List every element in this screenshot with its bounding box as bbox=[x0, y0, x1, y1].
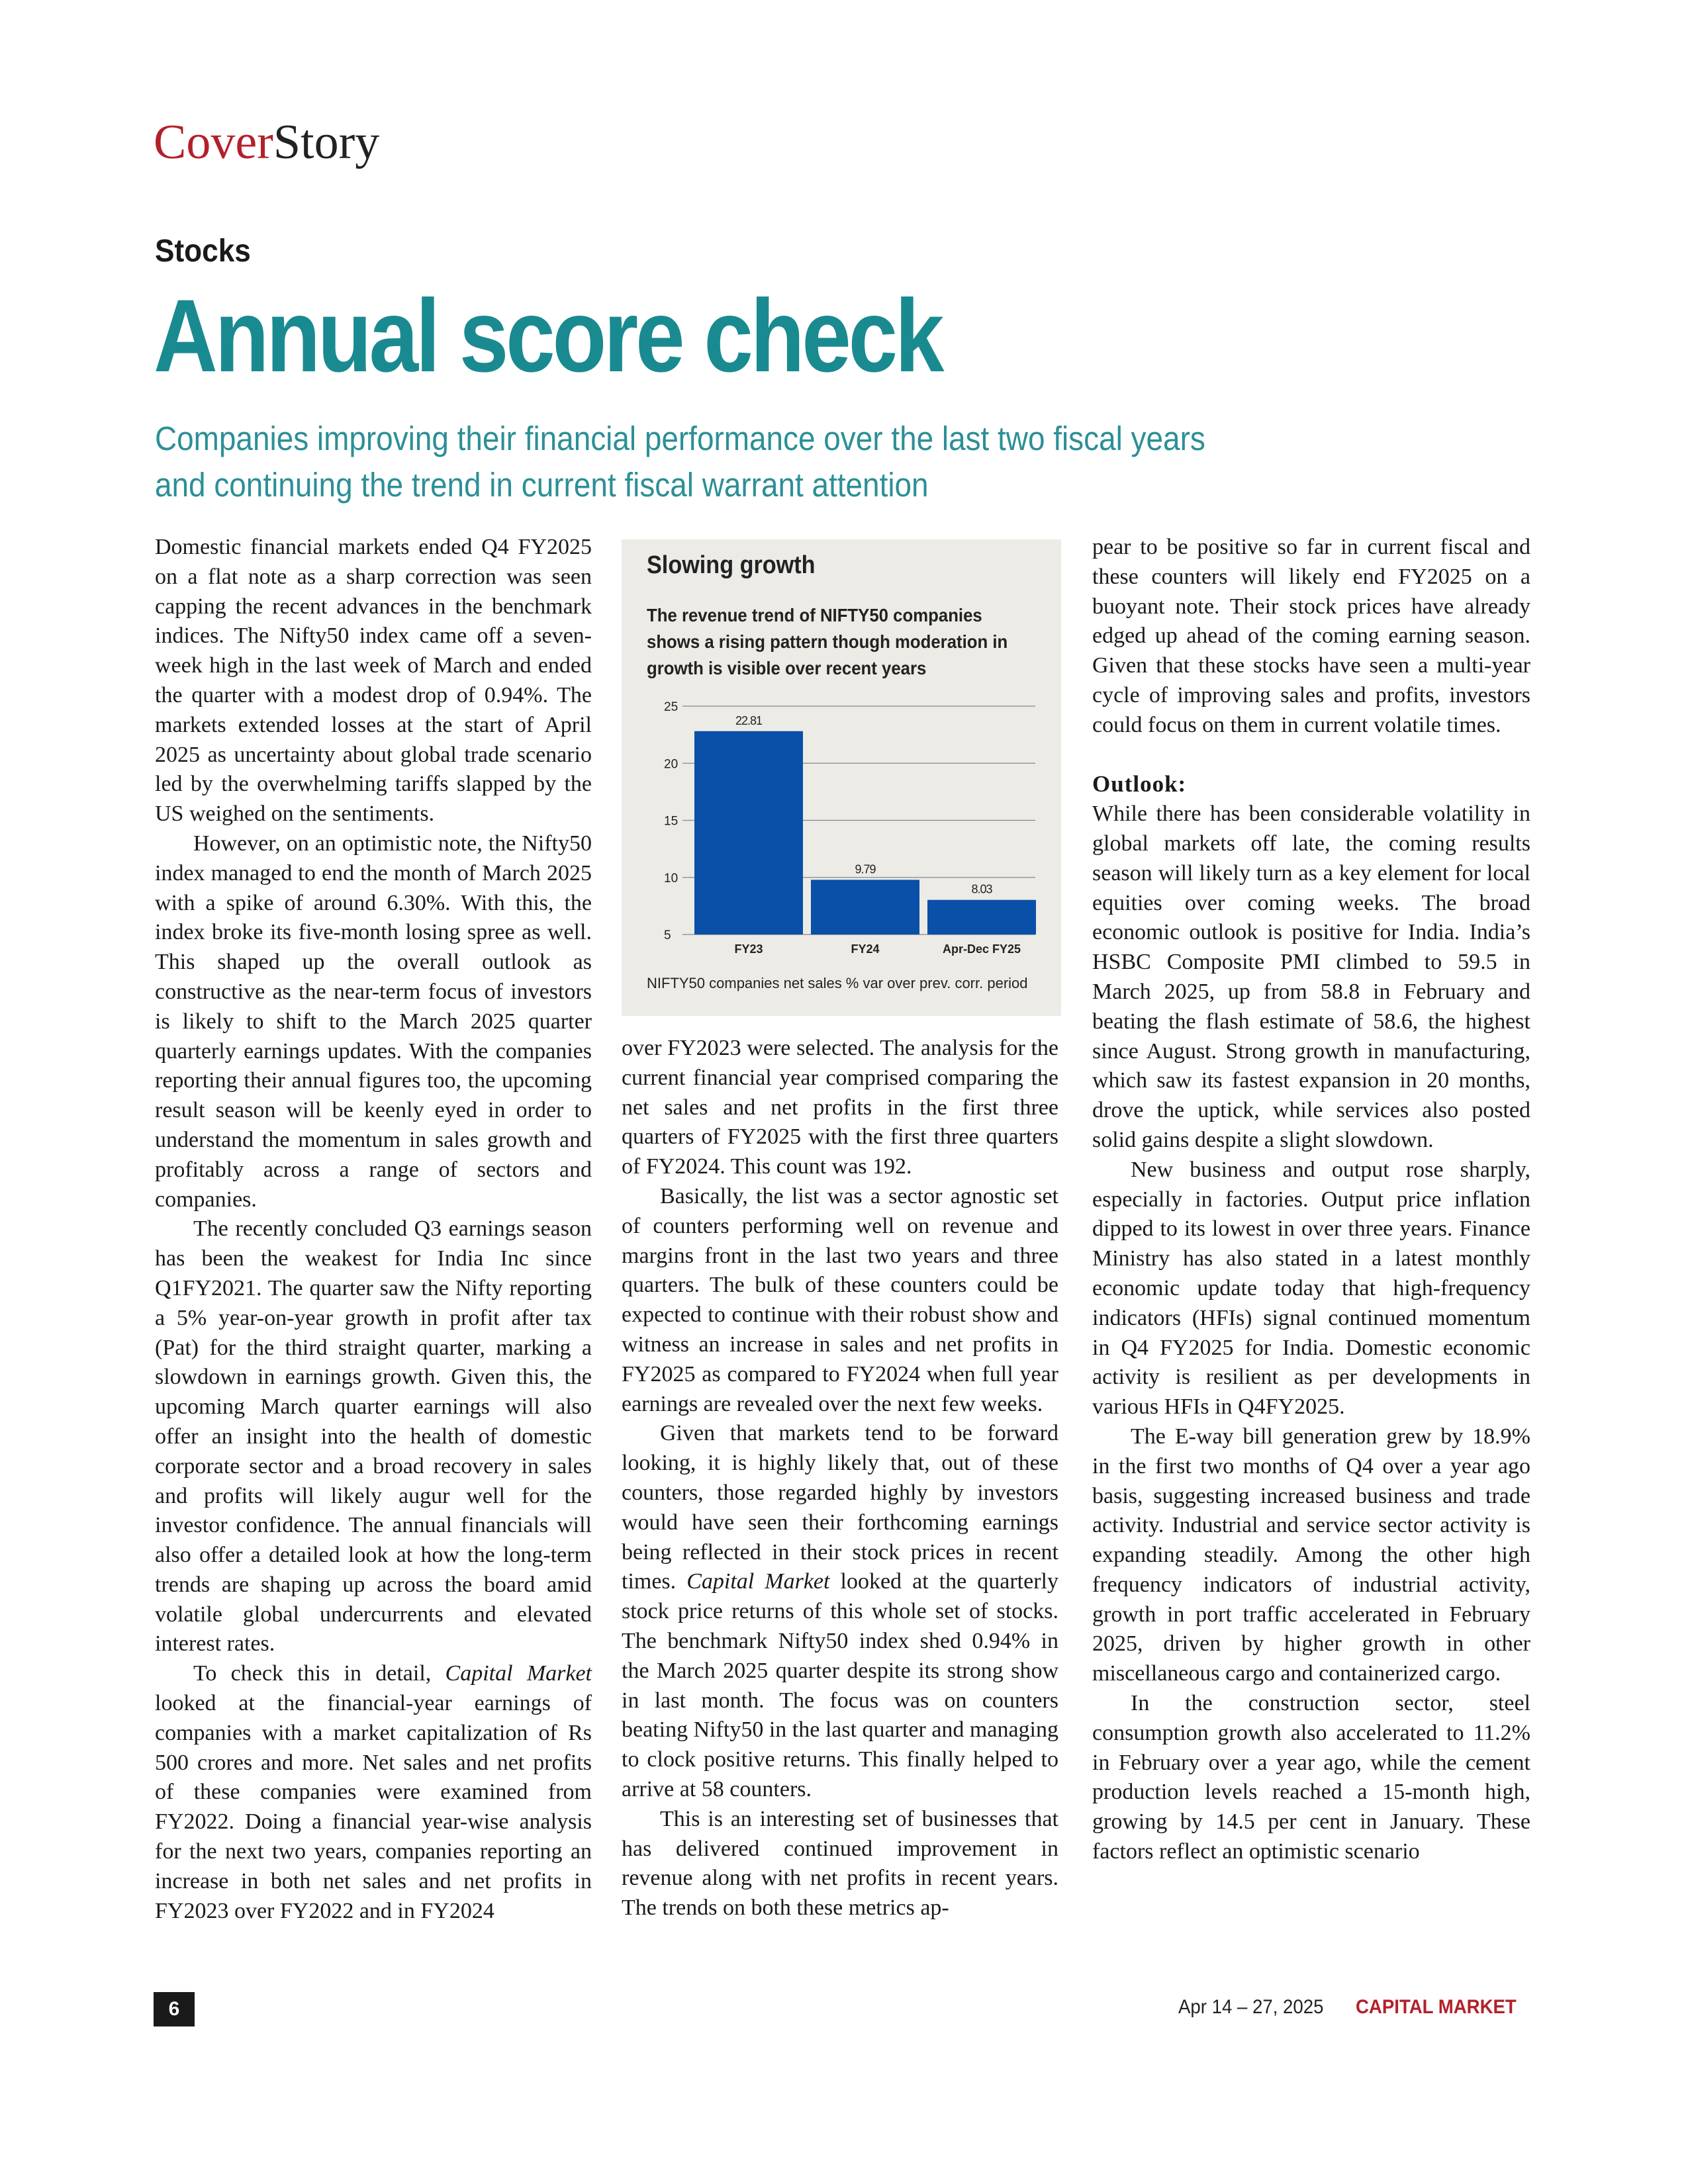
bar bbox=[694, 731, 803, 934]
bar-value-label: 8.03 bbox=[971, 882, 992, 896]
y-tick-label: 20 bbox=[664, 757, 679, 772]
col1-paragraph-3: The recently concluded Q3 earnings season has been the weakest for India Inc since Q1FY2021. The quarter saw the Nifty reporting a 5% year-on-year growth in profit after tax (Pat) for the third straight quarter, marking a slowdown in earnings growth. Given this, the upcoming March quarter earnings will also offer an insight into the health of domestic corporate sector and a broad recovery in sales and profits will likely augur well for the investor confidence. The annual financials will also offer a detailed look at how the long-term trends are shaping up across the board amid volatile global undercurrents and elevated interest rates. bbox=[155, 1216, 592, 1657]
section-title-story: Story bbox=[273, 115, 380, 169]
col2-paragraph-4: This is an interesting set of businesses that has delivered continued improvement in revenue along with net profits in recent years. The trends on both these metrics ap- bbox=[622, 1806, 1058, 1921]
col1-paragraph-2: However, on an optimistic note, the Nifty50 index managed to end the month of March 2025 with a spike of around 6.30%. With this, the index broke its five-month losing spree as well. This shaped up the overall outlook as constructive as the near-term focus of investors is likely to shift to the March 2025 quarter quarterly earnings updates. With the companies reporting their annual figures too, the upcoming result season will be keenly eyed in order to understand the momentum in sales growth and profitably across a range of sectors and companies. bbox=[155, 831, 592, 1212]
article-deck: Companies improving their financial performance over the last two fiscal years and continuing the trend in current fiscal warrant attention bbox=[155, 420, 1205, 504]
bar bbox=[927, 900, 1036, 934]
chart-title: Slowing growth bbox=[647, 551, 816, 579]
section-title bbox=[154, 115, 380, 169]
chart-box bbox=[622, 539, 1061, 1016]
col3-paragraph-3: New business and output rose sharply, especially in factories. Output price inflation dipped to its lowest in over three years. Finance Ministry has also stated in a latest monthly economic update today that high-frequency indicators (HFIs) signal continued momentum in Q4 FY2025 for India. Domestic economic activity is resilient as per developments in various HFIs in Q4FY2025. bbox=[1092, 1157, 1530, 1420]
y-tick-label: 15 bbox=[664, 814, 679, 829]
col3-paragraph-2: While there has been considerable volatility in global markets off late, the coming results season will likely turn as a key element for local equities over coming weeks. The broad economic outlook is positive for India. India’s HSBC Composite PMI climbed to 59.5 in March 2025, up from 58.8 in February and beating the flash estimate of 58.6, the highest since August. Strong growth in manufacturing, which saw its fastest expansion in 20 months, drove the uptick, while services also posted solid gains despite a slight slowdown. bbox=[1092, 801, 1530, 1152]
col2-p3-text-a: Given that markets tend to be forward looking, it is highly likely that, out of these counters, those regarded highly by investors would have seen their forthcoming earnings being reflected in their stock prices in recent times. bbox=[622, 1421, 1058, 1594]
col2-p3-text-b: looked at the quarterly stock price returns of this whole set of stocks. The benchmark Nifty50 index shed 0.94% in the March 2025 quarter despite its strong show in last month. The focus was on counters beating Nifty50 in the last quarter and managing to clock positive returns. This finally helped to arrive at 58 counters. bbox=[622, 1569, 1058, 1801]
y-tick-label: 10 bbox=[664, 871, 679, 886]
col1-p4-text-b: looked at the financial-year earnings of companies with a market capitalization of Rs 500 crores and more. Net sales and net profits of these companies were examined from FY2022. Doing a financial year-wise analysis for the next two years, companies reporting an increase in both net sales and net profits in FY2023 over FY2022 and in FY2024 bbox=[155, 1691, 592, 1923]
col2-p3-magazine-name: Capital Market bbox=[686, 1569, 830, 1594]
col3-paragraph-4: The E-way bill generation grew by 18.9% in the first two months of Q4 over a year ago basis, suggesting increased business and trade activity. Industrial and service sector activity is expanding steadily. Among the other high frequency indicators of industrial activity, growth in port traffic accelerated in February 2025, driven by higher growth in other miscellaneous cargo and containerized cargo. bbox=[1092, 1424, 1530, 1686]
col1-p4-magazine-name: Capital Market bbox=[445, 1661, 592, 1686]
chart-source-note: NIFTY50 companies net sales % var over prev. corr. period bbox=[647, 975, 1028, 991]
y-tick-label: 25 bbox=[664, 700, 679, 714]
col1-p4-text-a: To check this in detail, bbox=[193, 1661, 445, 1686]
bar-value-label: 9.79 bbox=[855, 862, 876, 876]
article-kicker: Stocks bbox=[155, 234, 251, 269]
article-column-2 bbox=[622, 1034, 1058, 1923]
article-headline: Annual score check bbox=[154, 279, 942, 394]
article-column-1 bbox=[155, 533, 592, 1926]
col1-paragraph-1: Domestic financial markets ended Q4 FY2025 on a flat note as a sharp correction was seen capping the recent advances in the benchmark indices. The Nifty50 index came off a seven-week high in the last week of March and ended the quarter with a modest drop of 0.94%. The markets extended losses at the start of April 2025 as uncertainty about global trade scenario led by the overwhelming tariffs slapped by the US weighed on the sentiments. bbox=[155, 535, 592, 827]
x-category-label: Apr-Dec FY25 bbox=[942, 942, 1021, 956]
x-category-label: FY23 bbox=[734, 942, 763, 956]
col2-paragraph-2: Basically, the list was a sector agnostic set of counters performing well on revenue and margins front in the last two years and three quarters. The bulk of these counters could be expected to continue with their robust show and witness an increase in sales and net profits in FY2025 as compared to FY2024 when full year earnings are revealed over the next few weeks. bbox=[622, 1183, 1058, 1416]
magazine-name: CAPITAL MARKET bbox=[1356, 1996, 1517, 2018]
col3-subhead-outlook: Outlook: bbox=[1092, 771, 1187, 797]
issue-date: Apr 14 – 27, 2025 bbox=[1178, 1996, 1324, 2018]
y-tick-label: 5 bbox=[664, 929, 671, 942]
article-column-3 bbox=[1092, 533, 1530, 1867]
bar-value-label: 22.81 bbox=[735, 713, 763, 727]
col2-paragraph-3 bbox=[622, 1419, 1058, 1804]
page-number: 6 bbox=[154, 1992, 195, 2026]
col1-paragraph-4 bbox=[155, 1659, 592, 1926]
section-title-cover: Cover bbox=[154, 115, 273, 169]
col2-paragraph-1: over FY2023 were selected. The analysis for the current financial year comprised comparing the net sales and net profits in the first three quarters of FY2025 with the first three quarters of FY2024. This count was 192. bbox=[622, 1036, 1058, 1179]
bar bbox=[811, 880, 919, 934]
chart-subtitle: The revenue trend of NIFTY50 companies shows a rising pattern though moderation in growth is visible over recent years bbox=[647, 605, 1008, 678]
col3-paragraph-5: In the construction sector, steel consumption growth also accelerated to 11.2% in February over a year ago, while the cement production levels reached a 15-month high, growing by 14.5 per cent in January. These factors reflect an optimistic scenario bbox=[1092, 1691, 1530, 1864]
col3-paragraph-1: pear to be positive so far in current fiscal and these counters will likely end FY2025 on a buoyant note. Their stock prices have already edged up ahead of the coming earning season. Given that these stocks have seen a multi-year cycle of improving sales and profits, investors could focus on them in current volatile times. bbox=[1092, 535, 1530, 737]
x-category-label: FY24 bbox=[851, 942, 880, 956]
bar-chart bbox=[622, 539, 1061, 1016]
